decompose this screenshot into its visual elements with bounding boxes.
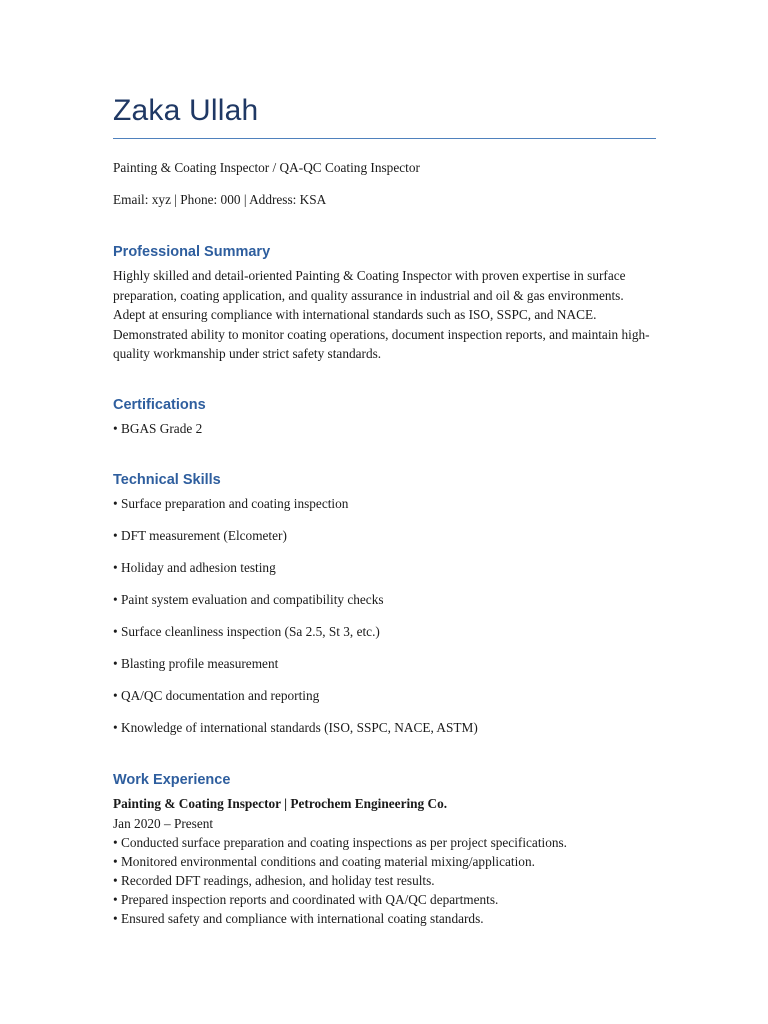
experience-item: • Prepared inspection reports and coordinated with QA/QC departments. (113, 892, 499, 907)
skill-item: • Blasting profile measurement (113, 656, 279, 671)
experience-item: • Recorded DFT readings, adhesion, and holiday test results. (113, 873, 435, 888)
job-title: Painting & Coating Inspector / QA-QC Coating Inspector (113, 160, 420, 175)
skill-item: • Knowledge of international standards (ISO, SSPC, NACE, ASTM) (113, 720, 478, 735)
experience-period: Jan 2020 – Present (113, 816, 214, 831)
skill-item: • Paint system evaluation and compatibility checks (113, 592, 384, 607)
skill-item: • Surface cleanliness inspection (Sa 2.5, St 3, etc.) (113, 624, 380, 639)
skills-heading: Technical Skills (113, 472, 221, 488)
experience-item: • Conducted surface preparation and coating inspections as per project specifications. (113, 835, 568, 850)
skill-item: • Surface preparation and coating inspection (113, 496, 349, 511)
experience-heading: Work Experience (113, 772, 231, 788)
experience-item: • Ensured safety and compliance with international coating standards. (113, 911, 484, 926)
skill-item: • DFT measurement (Elcometer) (113, 528, 287, 543)
summary-heading: Professional Summary (113, 244, 271, 260)
summary-text: Highly skilled and detail-oriented Painting & Coating Inspector with proven expertise in surface preparation, coating application, and quality assurance in industrial and oil & gas environments. Adept at ensuring compliance with international standards such as ISO, SSPC, and NACE. Demonstrated ability to monitor coating operations, document inspection reports, and maintain high-quality workmanship under strict safety standards. (113, 268, 650, 361)
candidate-name: Zaka Ullah (113, 94, 259, 127)
certification-item: • BGAS Grade 2 (113, 421, 203, 436)
skill-item: • Holiday and adhesion testing (113, 560, 276, 575)
experience-item: • Monitored environmental conditions and coating material mixing/application. (113, 854, 535, 869)
title-divider (113, 138, 656, 139)
skill-item: • QA/QC documentation and reporting (113, 688, 320, 703)
certifications-heading: Certifications (113, 397, 206, 413)
contact-info: Email: xyz | Phone: 000 | Address: KSA (113, 192, 327, 207)
experience-role: Painting & Coating Inspector | Petrochem Engineering Co. (113, 796, 448, 811)
